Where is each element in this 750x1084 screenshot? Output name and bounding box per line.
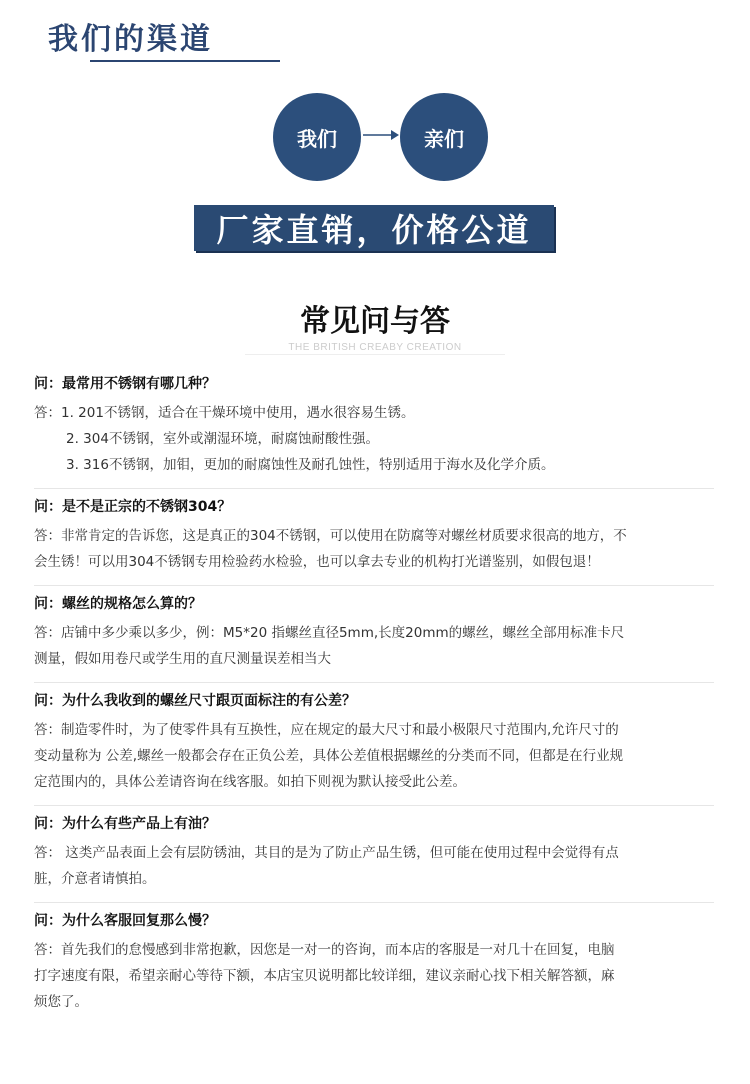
faq-answer (34, 840, 714, 902)
promo-banner: 厂家直销，价格公道 (194, 205, 554, 251)
faq-question: 问：最常用不锈钢有哪几种？ (34, 376, 216, 392)
faq-answer (34, 620, 714, 682)
answer-line: 2. 304不锈钢，室外或潮湿环境，耐腐蚀耐酸性强。 (66, 431, 379, 447)
faq-list (34, 366, 714, 1025)
circle-customers: 亲们 (400, 93, 488, 181)
faq-question: 问：螺丝的规格怎么算的？ (34, 596, 202, 612)
faq-answer (34, 400, 714, 488)
faq-item (34, 366, 714, 489)
faq-item (34, 489, 714, 586)
faq-divider (245, 354, 505, 355)
answer-line: 答：非常肯定的告诉您，这是真正的304不锈钢，可以使用在防腐等对螺丝材质要求很高的地方，不 (34, 528, 627, 544)
title-underline (90, 60, 280, 62)
faq-item (34, 683, 714, 806)
faq-item (34, 903, 714, 1025)
answer-line: 3. 316不锈钢，加钼，更加的耐腐蚀性及耐孔蚀性，特别适用于海水及化学介质。 (66, 457, 555, 473)
answer-line: 定范围内的，具体公差请咨询在线客服。如拍下则视为默认接受此公差。 (34, 774, 466, 790)
answer-line: 烦您了。 (34, 994, 88, 1010)
answer-line: 答： 这类产品表面上会有层防锈油，其目的是为了防止产品生锈，但可能在使用过程中会觉得有点 (34, 845, 619, 861)
faq-question: 问：是不是正宗的不锈钢304？ (34, 499, 232, 515)
answer-line: 答：店铺中多少乘以多少，例：M5*20 指螺丝直径5mm,长度20mm的螺丝，螺丝全部用标准卡尺 (34, 625, 625, 641)
circle-us: 我们 (273, 93, 361, 181)
faq-answer (34, 717, 714, 805)
faq-subtitle: THE BRITISH CREABY CREATION (288, 342, 462, 353)
faq-answer (34, 523, 714, 585)
answer-line: 答：首先我们的怠慢感到非常抱歉，因您是一对一的咨询，而本店的客服是一对几十在回复，电脑 (34, 942, 615, 958)
faq-heading: 常见问与答 (300, 304, 450, 339)
answer-line: 会生锈！可以用304不锈钢专用检验药水检验，也可以拿去专业的机构打光谱鉴别，如假包退！ (34, 554, 600, 570)
faq-item (34, 806, 714, 903)
answer-line: 变动量称为 公差,螺丝一般都会存在正负公差，具体公差值根据螺丝的分类而不同，但都是在行业规 (34, 748, 624, 764)
faq-question: 问：为什么我收到的螺丝尺寸跟页面标注的有公差？ (34, 693, 356, 709)
faq-answer (34, 937, 714, 1025)
answer-line: 答：1. 201不锈钢，适合在干燥环境中使用，遇水很容易生锈。 (34, 405, 415, 421)
faq-question: 问：为什么有些产品上有油？ (34, 816, 216, 832)
faq-question: 问：为什么客服回复那么慢？ (34, 913, 216, 929)
channel-title: 我们的渠道 (48, 22, 213, 57)
answer-line: 打字速度有限，希望亲耐心等待下额，本店宝贝说明都比较详细，建议亲耐心找下相关解答额，麻 (34, 968, 615, 984)
answer-line: 测量，假如用卷尺或学生用的直尺测量误差相当大 (34, 651, 331, 667)
arrow-right-icon (363, 128, 399, 142)
answer-line: 脏，介意者请慎拍。 (34, 871, 156, 887)
answer-line: 答：制造零件时，为了使零件具有互换性，应在规定的最大尺寸和最小极限尺寸范围内,允许尺寸的 (34, 722, 619, 738)
faq-item (34, 586, 714, 683)
